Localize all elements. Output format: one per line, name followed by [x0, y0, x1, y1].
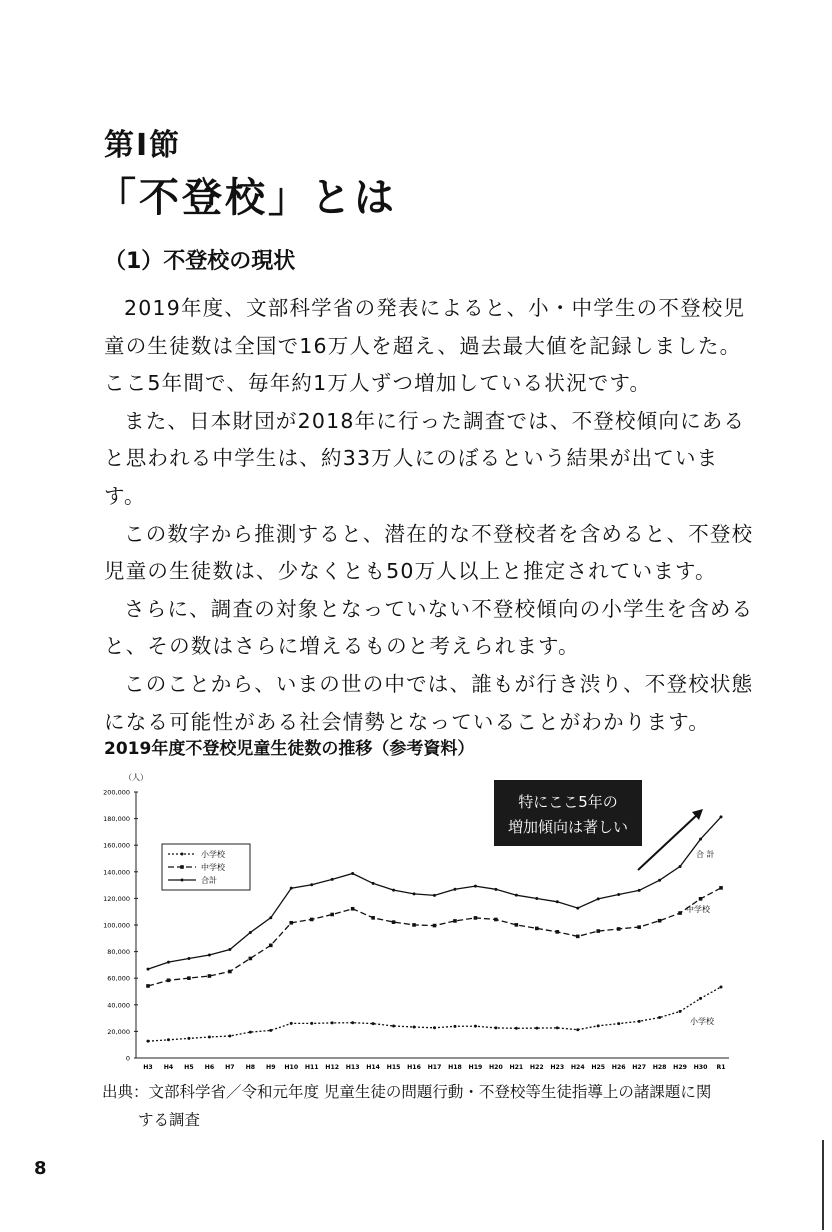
section-title: 「不登校」とは	[96, 175, 397, 221]
legend-marker	[181, 853, 184, 856]
data-point	[187, 976, 191, 980]
paragraph: 2019年度、文部科学省の発表によると、小・中学生の不登校児童の生徒数は全国で16万人を超え、過去最大値を記録しました。ここ5年間で、毎年約1万人ずつ増加している状況です。	[104, 296, 746, 396]
trend-arrow-line	[638, 814, 698, 870]
data-point	[515, 894, 518, 897]
data-point	[699, 838, 702, 841]
data-point	[290, 887, 293, 890]
data-point	[433, 924, 437, 928]
x-tick-label: H8	[245, 1064, 256, 1071]
data-point	[699, 997, 702, 1000]
data-point	[658, 879, 661, 882]
annotation-box	[494, 780, 642, 846]
data-point	[351, 1021, 354, 1024]
x-tick-label: H7	[225, 1064, 235, 1071]
data-point	[535, 1027, 538, 1030]
data-point	[556, 900, 559, 903]
data-point	[310, 883, 313, 886]
x-tick-label: H11	[304, 1064, 319, 1071]
y-tick-label: 200,000	[103, 788, 130, 797]
data-point	[535, 897, 538, 900]
annotation-text: 増加傾向は著しい	[507, 818, 629, 836]
legend-marker	[181, 879, 184, 882]
data-point	[658, 1016, 661, 1019]
data-point	[515, 1027, 518, 1030]
data-point	[147, 1040, 150, 1043]
data-point	[617, 1022, 620, 1025]
data-point	[515, 923, 519, 927]
x-tick-label: H17	[427, 1064, 442, 1071]
data-point	[597, 1024, 600, 1027]
x-tick-label: H18	[448, 1064, 462, 1071]
data-point	[617, 927, 621, 931]
data-point	[433, 1026, 436, 1029]
y-tick-label: 160,000	[103, 841, 130, 850]
data-point	[167, 961, 170, 964]
data-point	[576, 1028, 579, 1031]
data-point	[208, 953, 211, 956]
data-point	[474, 916, 478, 920]
data-point	[597, 897, 600, 900]
data-point	[228, 948, 231, 951]
data-point	[351, 907, 355, 911]
data-point	[167, 1038, 170, 1041]
y-tick-label: 40,000	[107, 1001, 130, 1010]
x-tick-label: H29	[673, 1064, 687, 1071]
data-point	[719, 886, 723, 890]
x-tick-label: H19	[468, 1064, 483, 1071]
data-point	[289, 921, 293, 925]
data-point	[453, 1025, 456, 1028]
x-tick-label: H15	[386, 1064, 401, 1071]
figure-title: 2019年度不登校児童生徒数の推移（参考資料）	[104, 739, 475, 759]
legend-label: 合計	[201, 876, 217, 885]
data-point	[453, 888, 456, 891]
data-point	[494, 1026, 497, 1029]
data-point	[556, 1026, 559, 1029]
data-point	[208, 1036, 211, 1039]
x-tick-label: H23	[550, 1064, 565, 1071]
series-line	[148, 888, 721, 986]
data-point	[433, 894, 436, 897]
data-point	[494, 888, 497, 891]
x-tick-label: H24	[570, 1064, 585, 1071]
data-point	[351, 872, 354, 875]
x-tick-label: H13	[345, 1064, 360, 1071]
x-tick-label: H22	[529, 1064, 544, 1071]
data-point	[720, 986, 723, 989]
data-point	[413, 892, 416, 895]
x-tick-label: H27	[632, 1064, 647, 1071]
source-line: する調査	[138, 1111, 201, 1129]
y-tick-label: 100,000	[103, 921, 130, 930]
data-point	[453, 919, 457, 923]
data-point	[576, 907, 579, 910]
data-point	[617, 893, 620, 896]
x-tick-label: H3	[143, 1064, 153, 1071]
y-tick-label: 60,000	[107, 974, 130, 983]
source-line: 出典：文部科学省／令和元年度 児童生徒の問題行動・不登校等生徒指導上の諸課題に関	[102, 1083, 712, 1101]
x-tick-label: H5	[184, 1064, 194, 1071]
series-line	[148, 987, 721, 1041]
data-point	[331, 878, 334, 881]
data-point	[310, 918, 314, 922]
x-tick-label: H16	[407, 1064, 421, 1071]
paragraph: さらに、調査の対象となっていない不登校傾向の小学生を含めると、その数はさらに増えるものと考えられます。	[104, 596, 754, 659]
x-tick-label: H9	[266, 1064, 276, 1071]
data-point	[371, 916, 375, 920]
paragraph: また、日本財団が2018年に行った調査では、不登校傾向にあると思われる中学生は、約33万人にのぼるという結果が出ています。	[104, 408, 746, 508]
data-point	[679, 865, 682, 868]
data-point	[658, 919, 662, 923]
data-point	[187, 957, 190, 960]
data-point	[372, 1022, 375, 1025]
data-point	[474, 885, 477, 888]
y-tick-label: 20,000	[107, 1027, 130, 1036]
legend-label: 中学校	[201, 863, 225, 872]
data-point	[494, 918, 498, 922]
x-tick-label: H6	[204, 1064, 215, 1071]
paragraph: このことから、いまの世の中では、誰もが行き渋り、不登校状態になる可能性がある社会情勢となっていることがわかります。	[104, 671, 754, 734]
annotation-text: 特にここ5年の	[518, 793, 618, 811]
data-point	[637, 925, 641, 929]
data-point	[249, 957, 253, 961]
data-point	[720, 815, 723, 818]
subheading: （1）不登校の現状	[104, 249, 296, 274]
series-end-label: 合 計	[696, 850, 715, 859]
data-point	[310, 1022, 313, 1025]
data-point	[208, 974, 212, 978]
source-note	[102, 1078, 752, 1134]
data-point	[596, 929, 600, 933]
data-point	[679, 1010, 682, 1013]
legend-marker	[180, 865, 184, 869]
data-point	[269, 1029, 272, 1032]
data-point	[228, 970, 232, 974]
x-tick-label: H20	[488, 1064, 503, 1071]
x-tick-label: H14	[366, 1064, 381, 1071]
data-point	[269, 944, 273, 948]
y-tick-label: 80,000	[107, 948, 130, 957]
data-point	[412, 923, 416, 927]
data-point	[392, 1024, 395, 1027]
data-point	[392, 889, 395, 892]
x-tick-label: H26	[611, 1064, 626, 1071]
data-point	[187, 1037, 190, 1040]
x-tick-label: H30	[693, 1064, 708, 1071]
paragraph: この数字から推測すると、潜在的な不登校者を含めると、不登校児童の生徒数は、少なくとも50万人以上と推定されています。	[104, 521, 754, 584]
x-tick-label: H4	[163, 1064, 174, 1071]
y-tick-label: 0	[125, 1054, 130, 1063]
page-number: 8	[34, 1158, 47, 1179]
x-tick-label: H21	[509, 1064, 524, 1071]
y-tick-label: 180,000	[103, 815, 130, 824]
x-tick-label: R1	[716, 1064, 726, 1071]
data-point	[228, 1034, 231, 1037]
data-point	[678, 911, 682, 915]
legend-label: 小学校	[201, 850, 225, 859]
data-point	[147, 968, 150, 971]
data-point	[576, 935, 580, 939]
data-point	[555, 930, 559, 934]
y-tick-label: 120,000	[103, 894, 130, 903]
data-point	[249, 1031, 252, 1034]
body-text	[104, 290, 754, 741]
section-label: 第Ⅰ節	[104, 128, 182, 163]
data-point	[535, 927, 539, 931]
data-point	[167, 979, 171, 983]
series-end-label: 中学校	[686, 905, 710, 914]
data-point	[474, 1025, 477, 1028]
x-tick-label: H12	[325, 1064, 340, 1071]
x-tick-label: H10	[284, 1064, 299, 1071]
data-point	[638, 1020, 641, 1023]
data-point	[269, 916, 272, 919]
x-tick-label: H25	[591, 1064, 606, 1071]
y-tick-label: 140,000	[103, 868, 130, 877]
line-chart	[96, 762, 746, 1072]
data-point	[331, 1021, 334, 1024]
data-point	[290, 1022, 293, 1025]
y-axis-label: （人）	[124, 773, 148, 782]
page-edge	[822, 1140, 824, 1230]
x-tick-label: H28	[652, 1064, 667, 1071]
data-point	[372, 882, 375, 885]
data-point	[392, 920, 396, 924]
data-point	[249, 931, 252, 934]
data-point	[638, 889, 641, 892]
data-point	[699, 897, 703, 901]
data-point	[330, 913, 334, 917]
series-end-label: 小学校	[690, 1017, 714, 1026]
data-point	[146, 984, 150, 988]
data-point	[413, 1025, 416, 1028]
